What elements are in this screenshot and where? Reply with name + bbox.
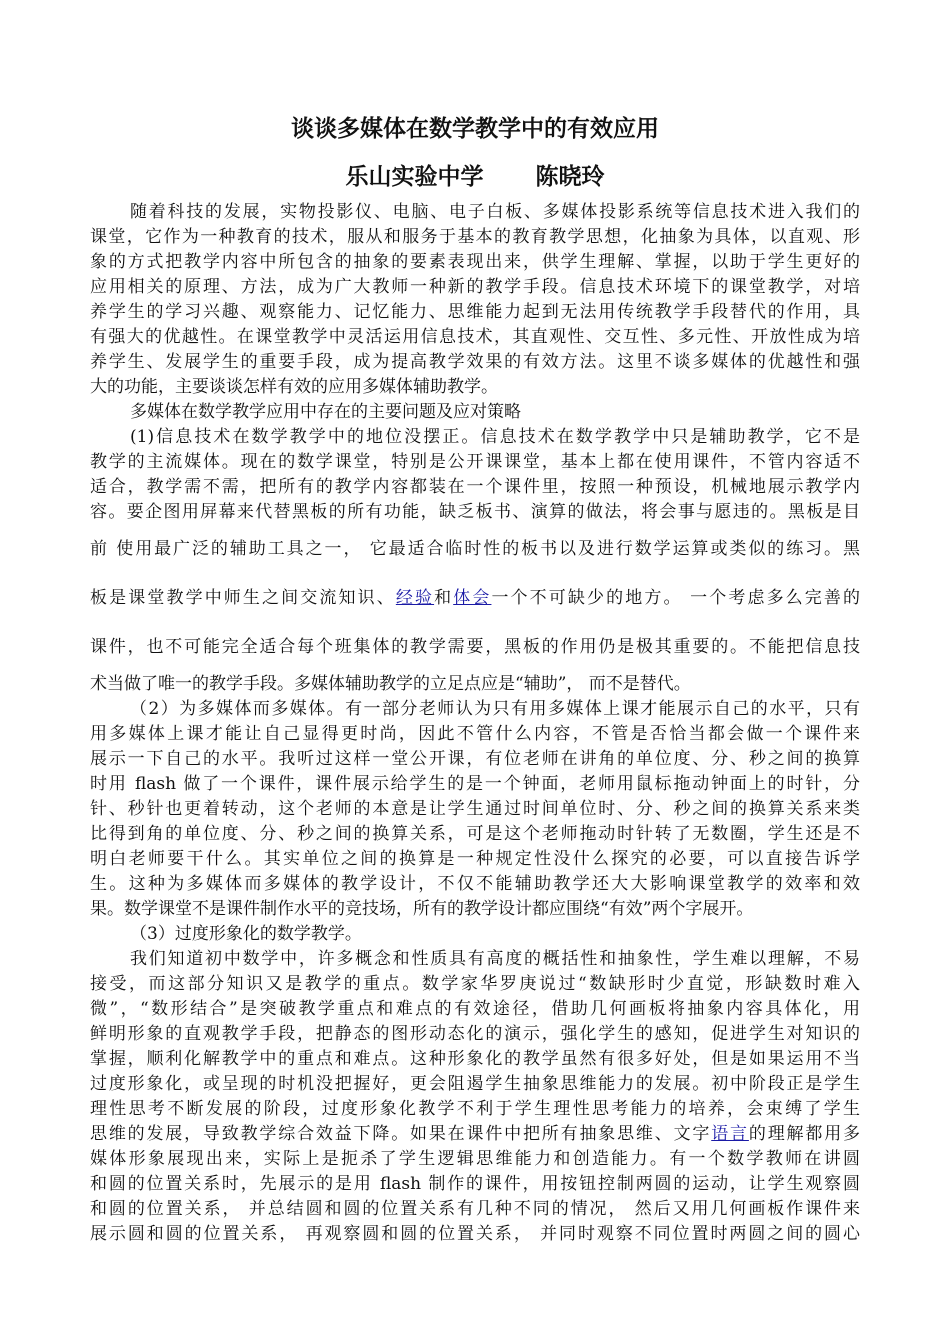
paragraph-line: 和圆的位置关系时，先展示的是用 flash 制作的课件，用按钮控制两圆的运动，让学生观察圆 [90,1174,860,1194]
paragraph-line: 适合，教学需不需，把所有的教学内容都装在一个课件里，按照一种预设，机械地展示教学内 [90,477,860,497]
link-jingyan[interactable]: 经验 [395,588,435,608]
paragraph-line: 媒体形象展现出来，实际上是扼杀了学生逻辑思维能力和创造能力。有一个数学教师在讲圆 [90,1149,860,1169]
paragraph-line: （2）为多媒体而多媒体。有一部分老师认为只有用多媒体上课才能展示自己的水平，只有 [130,699,860,719]
text-fragment: 板是课堂教学中师生之间交流知识、 [90,588,396,608]
link-yuyan[interactable]: 语言 [711,1124,749,1144]
paragraph-line: 过度形象化，或呈现的时机没把握好，更会阻遏学生抽象思维能力的发展。初中阶段正是学生 [90,1074,860,1094]
author-line [0,158,950,191]
document-title: 谈谈多媒体在数学教学中的有效应用 [291,116,659,142]
paragraph-line: 比得到角的单位度、分、秒之间的换算关系，可是这个老师拖动时针转了无数圈，学生还是不 [90,824,860,844]
paragraph-line-with-links [90,586,860,610]
text-fragment: 和 [434,588,454,608]
paragraph-line: 生。这种为多媒体而多媒体的教学设计，不仅不能辅助教学还大大影响课堂教学的效率和效 [90,874,860,894]
paragraph-line: 果。数学课堂不是课件制作水平的竞技场，所有的教学设计都应围绕“有效”两个字展开。 [90,899,754,919]
paragraph-line: 术当做了唯一的教学手段。多媒体辅助教学的立足点应是“辅助”， 而不是替代。 [90,674,691,694]
paragraph-line: 随着科技的发展，实物投影仪、电脑、电子白板、多媒体投影系统等信息技术进入我们的 [130,202,860,222]
paragraph-line: 掌握，顺利化解教学中的重点和难点。这种形象化的教学虽然有很多好处，但是如果运用不当 [90,1049,860,1069]
text-fragment: 的理解都用多 [748,1124,860,1144]
paragraph-line: 我们知道初中数学中，许多概念和性质具有高度的概括性和抽象性，学生难以理解，不易 [130,949,860,969]
paragraph-line: 用多媒体上课才能让自己显得更时尚，因此不管什么内容，不管是否恰当都会做一个课件来 [90,724,860,744]
paragraph-line: 鲜明形象的直观教学手段，把静态的图形动态化的演示，强化学生的感知，促进学生对知识的 [90,1024,860,1044]
paragraph-line: 和圆的位置关系， 并总结圆和圆的位置关系有几种不同的情况， 然后又用几何画板作课件来 [90,1199,860,1219]
paragraph-line: 大的功能，主要谈谈怎样有效的应用多媒体辅助教学。 [90,377,498,397]
section-heading: 多媒体在数学教学应用中存在的主要问题及应对策略 [130,402,521,422]
paragraph-line: 展示一下自己的水平。我听过这样一堂公开课，有位老师在讲角的单位度、分、秒之间的换算 [90,749,860,769]
paragraph-line: 养学生的学习兴趣、观察能力、记忆能力、思维能力起到无法用传统教学手段替代的作用，具 [90,302,860,322]
paragraph-line: 教学的主流媒体。现在的数学课堂，特别是公开课课堂，基本上都在使用课件，不管内容适不 [90,452,860,472]
paragraph-line: 接受，而这部分知识又是教学的重点。数学家华罗庚说过“数缺形时少直觉，形缺数时难入 [90,974,860,994]
paragraph-line-with-link [90,1122,860,1146]
link-tihui[interactable]: 体会 [453,588,492,608]
paragraph-line: 明白老师要干什么。其实单位之间的换算是一种规定性没什么探究的必要，可以直接告诉学 [90,849,860,869]
paragraph-line: 微”，“数形结合”是突破教学重点和难点的有效途径，借助几何画板将抽象内容具体化，用 [90,999,860,1019]
paragraph-line: 前 使用最广泛的辅助工具之一， 它最适合临时性的板书以及进行数学运算或类似的练习。黑 [90,539,860,559]
paragraph-line: 理性思考不断发展的阶段，过度形象化教学不利于学生理性思考能力的培养，会束缚了学生 [90,1099,860,1119]
paragraph-line: 养学生、发展学生的重要手段，成为提高教学效果的有效方法。这里不谈多媒体的优越性和强 [90,352,860,372]
author-name: 陈晓玲 [535,164,605,190]
paragraph-line: 课件，也不可能完全适合每个班集体的教学需要，黑板的作用仍是极其重要的。不能把信息技 [90,637,860,657]
paragraph-line: (1)信息技术在数学教学中的地位没摆正。信息技术在数学教学中只是辅助教学，它不是 [130,427,860,447]
paragraph-line: 象的方式把教学内容中所包含的抽象的要素表现出来，供学生理解、掌握，以助于学生更好的 [90,252,860,272]
paragraph-line: 针、秒针也更着转动，这个老师的本意是让学生通过时间单位时、分、秒之间的换算关系来类 [90,799,860,819]
paragraph-line: 应用相关的原理、方法，成为广大教师一种新的教学手段。信息技术环境下的课堂教学，对培 [90,277,860,297]
paragraph-line: 时用 flash 做了一个课件，课件展示给学生的是一个钟面，老师用鼠标拖动钟面上的时针，分 [90,774,860,794]
school-name: 乐山实验中学 [345,164,484,190]
text-fragment: 思维的发展，导致教学综合效益下降。如果在课件中把所有抽象思维、文字 [90,1124,712,1144]
paragraph-line: 课堂，它作为一种教育的技术，服从和服务于基本的教育教学思想，化抽象为具体，以直观、形 [90,227,860,247]
section-heading: （3）过度形象化的数学教学。 [130,924,362,944]
paragraph-line: 有强大的优越性。在课堂教学中灵活运用信息技术，其直观性、交互性、多元性、开放性成为培 [90,327,860,347]
text-fragment: 一个不可缺少的地方。 一个考虑多么完善的 [491,588,860,608]
paragraph-line: 容。要企图用屏幕来代替黑板的所有功能，缺乏板书、演算的做法，将会事与愿违的。黑板是目 [90,502,860,522]
paragraph-line: 展示圆和圆的位置关系， 再观察圆和圆的位置关系， 并同时观察不同位置时两圆之间的圆心 [90,1224,860,1244]
